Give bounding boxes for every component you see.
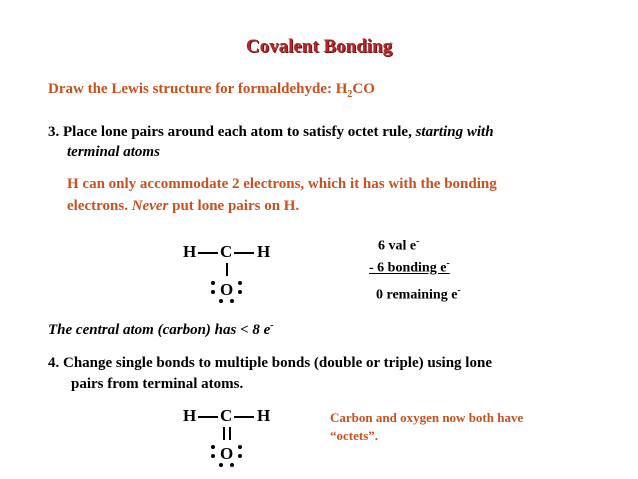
step3-line2 <box>67 144 160 161</box>
bond-h-c-left <box>198 252 218 254</box>
prompt-subscript: 2 <box>347 89 353 100</box>
bond-c-h-right <box>234 416 254 418</box>
atom-c: C <box>220 242 233 261</box>
prompt-tail: CO <box>352 81 375 97</box>
step3-line1-text: 3. Place lone pairs around each atom to satisfy octet rule, <box>48 124 416 140</box>
valence-electrons <box>378 236 419 255</box>
h-note-line2-b: put lone pairs on H. <box>168 198 300 214</box>
bond-c-o-single <box>226 263 228 276</box>
lone-pair-dot <box>219 463 223 467</box>
lone-pair-dot <box>211 445 215 449</box>
valence-text: 6 val e <box>378 238 417 254</box>
prompt-text: Draw the Lewis structure for formaldehyde: H <box>48 81 348 97</box>
lone-pair-dot <box>238 290 242 294</box>
central-atom-text: The central atom (carbon) has < 8 e <box>48 322 271 338</box>
h-note-line2-a: electrons. <box>67 198 132 214</box>
octet-note-line1: Carbon and oxygen now both have <box>330 410 524 425</box>
sup-minus: - <box>457 285 461 296</box>
bond-h-c-left <box>198 416 218 418</box>
prompt-line <box>48 81 375 100</box>
atom-o: O <box>220 280 234 299</box>
step4-line1: 4. Change single bonds to multiple bonds (double or triple) using lone <box>48 355 492 371</box>
bond-c-h-right <box>234 252 254 254</box>
lone-pair-dot <box>238 445 242 449</box>
central-atom-note <box>48 320 274 339</box>
atom-h-right: H <box>257 242 271 261</box>
h-note-line1: H can only accommodate 2 electrons, which it has with the bonding <box>67 176 497 192</box>
sup-minus: - <box>446 258 450 269</box>
lone-pair-dot <box>238 454 242 458</box>
lone-pair-dot <box>230 463 234 467</box>
step3-line2-italic: terminal atoms <box>67 144 160 160</box>
remaining-text: 0 remaining e <box>376 287 458 303</box>
remaining-electrons <box>376 285 461 304</box>
h-note-never: Never <box>131 198 169 214</box>
bonding-electrons <box>369 258 450 277</box>
sup-minus: - <box>270 320 274 331</box>
lone-pair-dot <box>230 299 234 303</box>
lone-pair-dot <box>211 290 215 294</box>
octet-note-line2: “octets”. <box>330 428 379 443</box>
step3-line1 <box>48 124 494 141</box>
lone-pair-dot <box>219 299 223 303</box>
atom-h-left: H <box>183 242 197 261</box>
bond-c-o-double-a <box>223 427 225 440</box>
lone-pair-dot <box>211 454 215 458</box>
slide-title: Covalent Bonding <box>245 36 393 57</box>
atom-c: C <box>220 406 233 425</box>
h-note-line2 <box>67 198 299 215</box>
lone-pair-dot <box>211 281 215 285</box>
step3-line1-italic: starting with <box>415 124 494 140</box>
atom-h-right: H <box>257 406 271 425</box>
sup-minus: - <box>416 236 420 247</box>
bonding-text: - 6 bonding e <box>369 260 447 276</box>
step4-line2: pairs from terminal atoms. <box>71 376 244 392</box>
atom-o: O <box>220 444 234 463</box>
lone-pair-dot <box>238 281 242 285</box>
atom-h-left: H <box>183 406 197 425</box>
bond-c-o-double-b <box>229 427 231 440</box>
